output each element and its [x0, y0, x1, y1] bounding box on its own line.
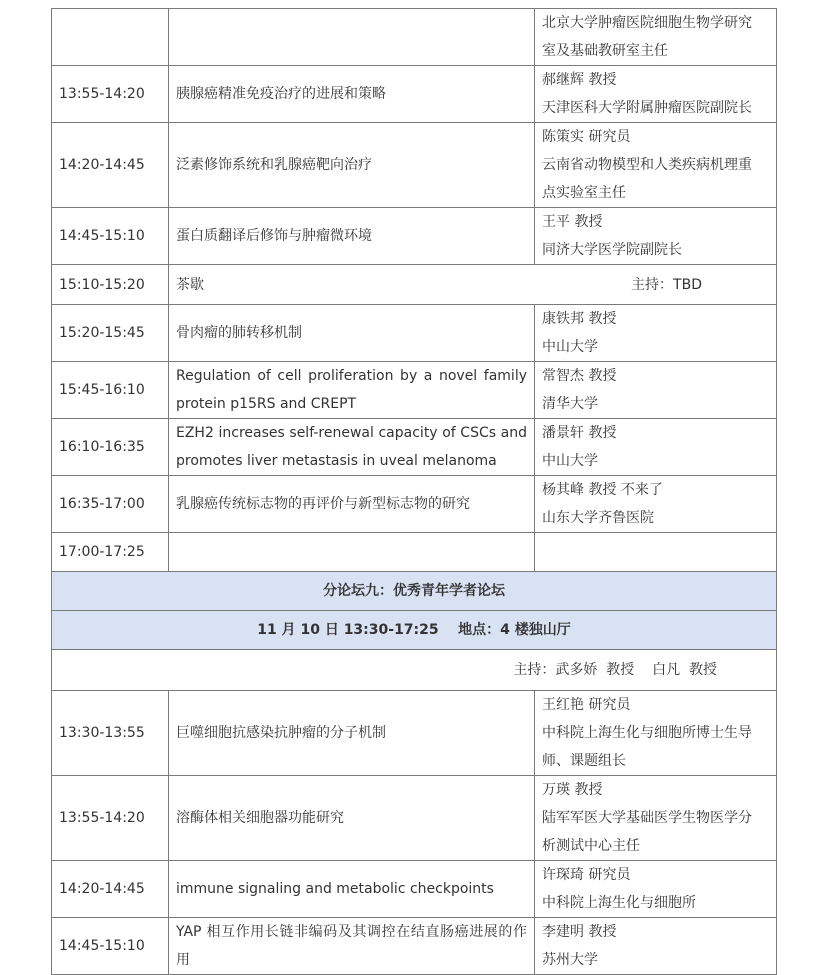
speaker-name: 陈策实 研究员: [542, 129, 631, 145]
speaker-affiliation: 室及基础教研室主任: [542, 43, 668, 59]
schedule-row: [52, 208, 777, 265]
speaker-name: 北京大学肿瘤医院细胞生物学研究: [542, 15, 752, 31]
speaker-name: 杨其峰 教授 不来了: [542, 482, 663, 498]
speaker-affiliation: 天津医科大学附属肿瘤医院副院长: [542, 100, 752, 116]
speaker-name: 常智杰 教授: [542, 368, 617, 384]
session-topic: EZH2 increases self-renewal capacity of CSCs and promotes liver metastasis in uveal melanoma: [169, 419, 535, 476]
speaker-affiliation: 清华大学: [542, 396, 598, 412]
speaker-name: 王平 教授: [542, 214, 603, 230]
speaker-name: 万瑛 教授: [542, 782, 603, 798]
session-topic: [169, 533, 535, 572]
break-section: [52, 265, 777, 305]
speaker-affiliation: 山东大学齐鲁医院: [542, 510, 654, 526]
schedule-row: [52, 419, 777, 476]
session-time: 16:35-17:00: [52, 476, 169, 533]
section-host: 主持：武多娇 教授 白凡 教授: [513, 662, 717, 678]
session-speaker: [535, 776, 777, 861]
schedule-row: [52, 66, 777, 123]
section-title-row: [52, 572, 777, 611]
session-speaker: [535, 419, 777, 476]
session-time: [52, 9, 169, 66]
session-time: 17:00-17:25: [52, 533, 169, 572]
break-cell: [169, 265, 777, 305]
session-speaker: [535, 918, 777, 975]
session-time: 15:45-16:10: [52, 362, 169, 419]
session-speaker: [535, 305, 777, 362]
schedule-row: [52, 9, 777, 66]
session-speaker: [535, 533, 777, 572]
forum-section: [52, 572, 777, 691]
schedule-row: [52, 123, 777, 208]
session-time: 13:55-14:20: [52, 66, 169, 123]
speaker-name: 王红艳 研究员: [542, 697, 631, 713]
section-datetime: 11 月 10 日 13:30-17:25 地点：4 楼独山厅: [52, 611, 777, 650]
session-speaker: [535, 123, 777, 208]
schedule-row: [52, 305, 777, 362]
session-speaker: [535, 66, 777, 123]
session-speaker: [535, 208, 777, 265]
session-time: 14:45-15:10: [52, 208, 169, 265]
session-time: 16:10-16:35: [52, 419, 169, 476]
section-host-cell: [52, 650, 777, 691]
speaker-affiliation: 中山大学: [542, 453, 598, 469]
break-time: 15:10-15:20: [52, 265, 169, 305]
speaker-name: 李建明 教授: [542, 924, 617, 940]
speaker-affiliation: 云南省动物模型和人类疾病机理重: [542, 157, 752, 173]
speaker-affiliation: 陆军军医大学基础医学生物医学分: [542, 810, 752, 826]
session-speaker: [535, 9, 777, 66]
session-time: 15:20-15:45: [52, 305, 169, 362]
break-row: [52, 265, 777, 305]
speaker-affiliation: 中科院上海生化与细胞所博士生导: [542, 725, 752, 741]
session-topic: 泛素修饰系统和乳腺癌靶向治疗: [169, 123, 535, 208]
schedule-body-a: [52, 9, 777, 265]
session-topic: 蛋白质翻译后修饰与肿瘤微环境: [169, 208, 535, 265]
schedule-row: [52, 776, 777, 861]
speaker-name: 许琛琦 研究员: [542, 867, 631, 883]
session-topic: immune signaling and metabolic checkpoints: [169, 861, 535, 918]
schedule-body-c: [52, 691, 777, 975]
speaker-affiliation: 同济大学医学院副院长: [542, 242, 682, 258]
speaker-affiliation: 点实验室主任: [542, 185, 626, 201]
schedule-row: [52, 533, 777, 572]
session-topic: 溶酶体相关细胞器功能研究: [169, 776, 535, 861]
session-time: 14:20-14:45: [52, 123, 169, 208]
session-topic: Regulation of cell proliferation by a novel family protein p15RS and CREPT: [169, 362, 535, 419]
speaker-affiliation: 中山大学: [542, 339, 598, 355]
section-title: 分论坛九：优秀青年学者论坛: [52, 572, 777, 611]
speaker-name: 康铁邦 教授: [542, 311, 617, 327]
session-topic: YAP 相互作用长链非编码及其调控在结直肠癌进展的作用: [169, 918, 535, 975]
session-time: 14:45-15:10: [52, 918, 169, 975]
schedule-row: [52, 362, 777, 419]
session-topic: 胰腺癌精准免疫治疗的进展和策略: [169, 66, 535, 123]
session-topic: [169, 9, 535, 66]
speaker-affiliation: 师、课题组长: [542, 753, 626, 769]
session-time: 13:55-14:20: [52, 776, 169, 861]
break-host: 主持：TBD: [631, 277, 702, 293]
speaker-name: 潘景轩 教授: [542, 425, 617, 441]
session-speaker: [535, 861, 777, 918]
speaker-name: 郝继辉 教授: [542, 72, 617, 88]
schedule-row: [52, 476, 777, 533]
session-speaker: [535, 362, 777, 419]
schedule-row: [52, 861, 777, 918]
schedule-row: [52, 918, 777, 975]
speaker-affiliation: 中科院上海生化与细胞所: [542, 895, 696, 911]
session-time: 14:20-14:45: [52, 861, 169, 918]
speaker-affiliation: 析测试中心主任: [542, 838, 640, 854]
section-datetime-row: [52, 611, 777, 650]
session-speaker: [535, 691, 777, 776]
schedule-body-b: [52, 305, 777, 572]
session-topic: 骨肉瘤的肺转移机制: [169, 305, 535, 362]
speaker-affiliation: 苏州大学: [542, 952, 598, 968]
schedule-table: [51, 8, 777, 975]
session-speaker: [535, 476, 777, 533]
session-topic: 乳腺癌传统标志物的再评价与新型标志物的研究: [169, 476, 535, 533]
section-host-row: [52, 650, 777, 691]
session-time: 13:30-13:55: [52, 691, 169, 776]
break-topic: 茶歇: [176, 276, 204, 293]
session-topic: 巨噬细胞抗感染抗肿瘤的分子机制: [169, 691, 535, 776]
schedule-row: [52, 691, 777, 776]
